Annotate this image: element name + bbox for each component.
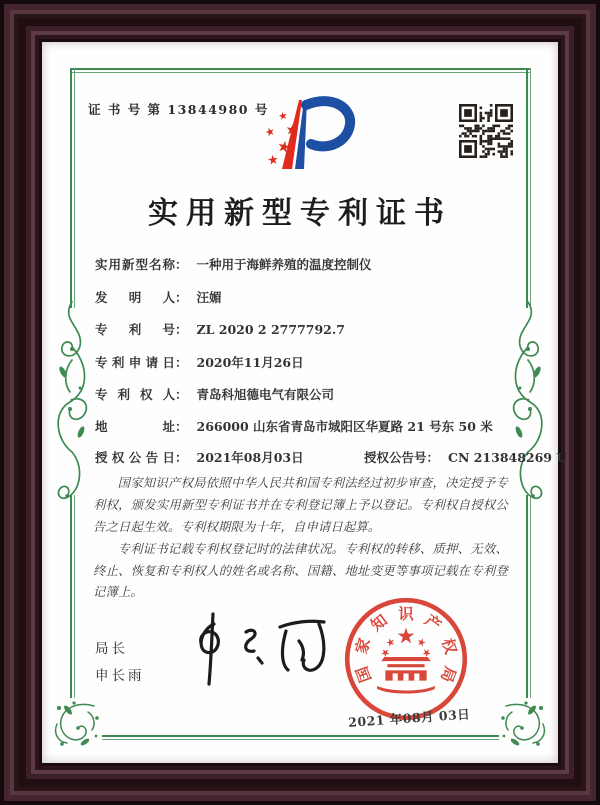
field-row-inventor: 发明人： 汪媚 xyxy=(95,290,222,305)
field-label: 专利号 xyxy=(95,322,175,337)
seal-char: 产 xyxy=(421,610,446,635)
field-row-patentee: 专利权人： 青岛科旭德电气有限公司 xyxy=(95,387,335,402)
field-label: 地址 xyxy=(95,419,175,434)
field-row-filing-date: 专利申请日： 2020年11月26日 xyxy=(95,355,304,370)
field-row-address: 地址： 266000 山东省青岛市城阳区华夏路 21 号东 50 米 xyxy=(95,419,493,434)
seal-char: 识 xyxy=(398,604,414,624)
border-top-line xyxy=(70,68,531,73)
signer-name: 申长雨 xyxy=(95,668,145,684)
field-label: 专利权人 xyxy=(95,387,175,402)
field-label: 发明人 xyxy=(95,290,175,305)
field-label: 实用新型名称 xyxy=(95,257,175,272)
signer-block xyxy=(95,636,145,690)
legal-paragraph-2: 专利证书记载专利权登记时的法律状况。专利权的转移、质押、无效、终止、恢复和专利权人的姓名或名称、国籍、地址变更等事项记载在专利登记簿上。 xyxy=(93,541,508,600)
cnipa-logo-icon xyxy=(240,92,360,178)
seal-char: 局 xyxy=(437,663,461,685)
seal-char: 家 xyxy=(351,635,374,657)
seal-char: 权 xyxy=(438,635,461,657)
field-value: 2020年11月26日 xyxy=(196,355,304,370)
legal-paragraph-1: 国家知识产权局依照中华人民共和国专利法经过初步审查，决定授予专利权，颁发实用新型专利证书并在专利登记簿上予以登记。专利权自授权公告之日起生效。专利权期限为十年，自申请日起算。 xyxy=(93,476,508,534)
grant-no-value: CN 213848269 U xyxy=(448,450,568,465)
left-scroll-ornament xyxy=(50,300,94,505)
right-scroll-ornament xyxy=(506,300,550,505)
signer-title: 局长 xyxy=(95,641,128,657)
field-label: 专利申请日 xyxy=(95,355,175,370)
legal-text xyxy=(93,473,508,604)
field-row-patent-no: 专利号： ZL 2020 2 2777792.7 xyxy=(95,322,345,337)
border-left-line-lower xyxy=(70,495,75,698)
field-row-name: 实用新型名称： 一种用于海鲜养殖的温度控制仪 xyxy=(95,257,372,272)
grant-date-value: 2021年08月03日 xyxy=(196,450,304,465)
seal-char: 知 xyxy=(366,610,391,635)
field-row-grant: 授权公告日： 2021年08月03日 授权公告号： CN 213848269 U xyxy=(95,450,568,465)
national-emblem-icon xyxy=(377,628,435,694)
seal-char: 国 xyxy=(351,663,375,685)
certificate-title: 实用新型专利证书 xyxy=(148,196,452,231)
bottom-left-corner-ornament xyxy=(52,698,102,748)
grant-no-label: 授权公告号 xyxy=(363,450,427,465)
field-value: ZL 2020 2 2777792.7 xyxy=(196,322,345,337)
field-value: 汪媚 xyxy=(196,290,222,305)
seal-date: 2021 年08月 03日 xyxy=(347,706,471,730)
field-value: 青岛科旭德电气有限公司 xyxy=(196,387,335,402)
field-value: 266000 山东省青岛市城阳区华夏路 21 号东 50 米 xyxy=(196,419,493,434)
border-right-line-lower xyxy=(526,495,531,698)
qr-code xyxy=(459,104,513,158)
border-bottom-line xyxy=(102,735,499,740)
field-value: 一种用于海鲜养殖的温度控制仪 xyxy=(196,257,372,272)
bottom-right-corner-ornament xyxy=(498,698,548,748)
director-signature xyxy=(178,608,348,693)
grant-date-label: 授权公告日 xyxy=(95,450,175,465)
certificate-number: 证 书 号 第 13844980 号 xyxy=(88,102,269,117)
